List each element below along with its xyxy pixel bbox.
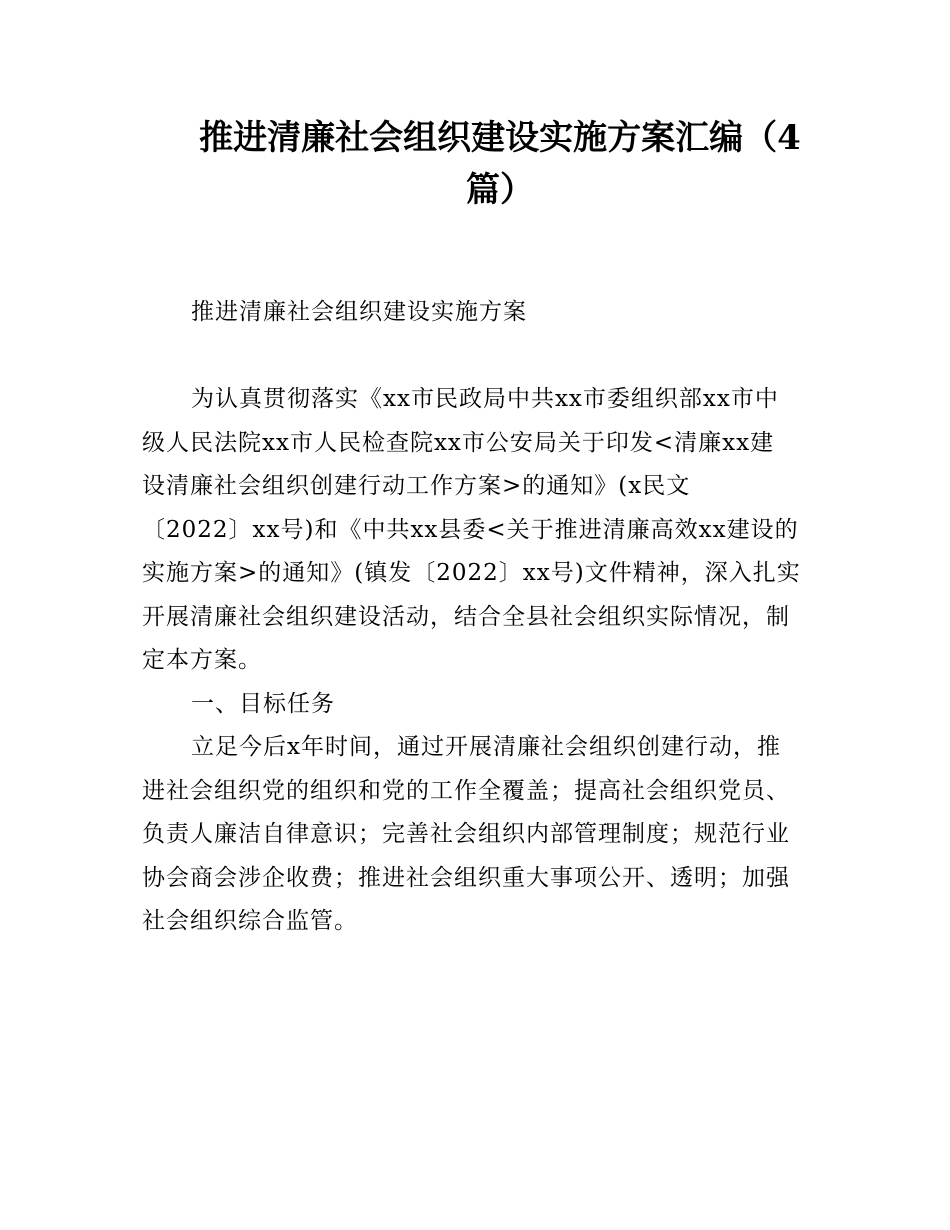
document-title: [190, 112, 810, 216]
paragraph-line: 开展清廉社会组织建设活动，结合全县社会组织实际情况，制: [142, 603, 790, 630]
paragraph-line: 定本方案。: [142, 647, 262, 673]
paragraph-line: 负责人廉洁自律意识；完善社会组织内部管理制度；规范行业: [142, 821, 790, 847]
paragraph-line: 进社会组织党的组织和党的工作全覆盖；提高社会组织党员、: [142, 777, 790, 804]
section-subtitle: 推进清廉社会组织建设实施方案: [191, 299, 527, 325]
document-title-line-1: 推进清廉社会组织建设实施方案汇编（4: [199, 118, 801, 158]
paragraph-line: 级人民法院xx市人民检查院xx市公安局关于印发<清廉xx建: [142, 429, 775, 456]
document-title-line-2: 篇）: [466, 170, 534, 210]
paragraph-line: 设清廉社会组织创建行动工作方案>的通知》(x民文: [142, 473, 691, 499]
paragraph-line: 为认真贯彻落实《xx市民政局中共xx市委组织部xx市中: [191, 386, 779, 412]
paragraph-line: 协会商会涉企收费；推进社会组织重大事项公开、透明；加强: [142, 864, 790, 891]
section-heading: 一、目标任务: [191, 690, 335, 717]
paragraph-line: 社会组织综合监管。: [142, 908, 358, 934]
paragraph-line: 〔2022〕xx号)和《中共xx县委<关于推进清廉高效xx建设的: [142, 516, 799, 543]
paragraph-line: 实施方案>的通知》(镇发〔2022〕xx号)文件精神，深入扎实: [142, 560, 801, 586]
document-body: [142, 378, 810, 944]
paragraph-line: 立足今后x年时间，通过开展清廉社会组织创建行动，推: [191, 734, 781, 760]
